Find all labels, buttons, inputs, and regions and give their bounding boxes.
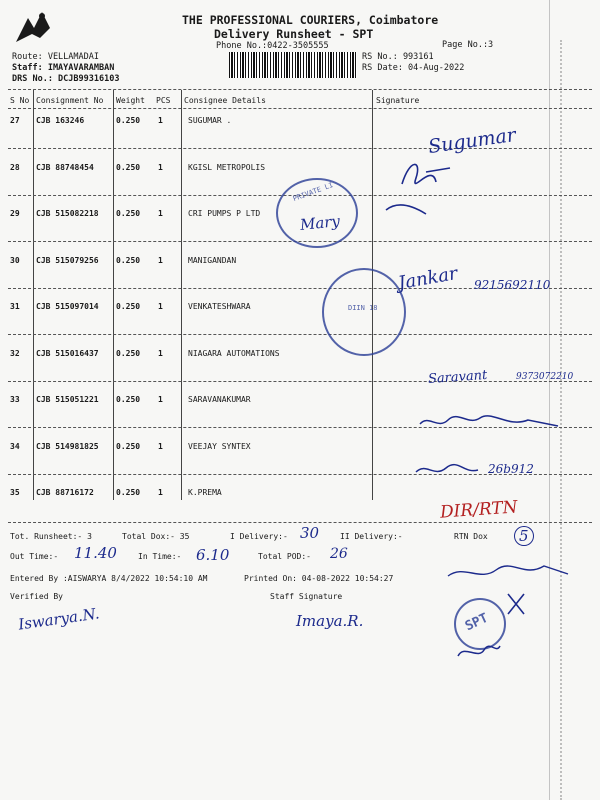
page-title: THE PROFESSIONAL COURIERS, Coimbatore — [182, 13, 439, 27]
staff-signature: Imaya.R. — [296, 612, 364, 630]
cell-pcs: 1 — [158, 209, 163, 218]
cell-consignment: CJB 163246 — [36, 116, 85, 125]
page-number: Page No.:3 — [442, 40, 494, 50]
stamp-text: DIIN 18 — [348, 304, 378, 312]
rtn-dox-value: 5 — [514, 526, 534, 546]
cell-consignment: CJB 515097014 — [36, 302, 99, 311]
cell-consignment: CJB 88748454 — [36, 162, 94, 172]
in-time-label: In Time:- — [138, 552, 182, 561]
cell-consignee: SUGUMAR . — [188, 116, 232, 125]
scribble-signature — [412, 460, 482, 482]
rs-date: RS Date: 04-Aug-2022 — [362, 63, 465, 73]
cell-consignee: MANIGANDAN — [188, 255, 237, 265]
drs-number: DRS No.: DCJB99316103 — [12, 74, 120, 84]
cell-weight: 0.250 — [116, 255, 141, 265]
route-label: Route: VELLAMADAI — [12, 52, 99, 62]
stamp-text: SPT — [462, 610, 491, 635]
cell-consignee: CRI PUMPS P LTD — [188, 209, 261, 218]
cell-weight: 0.250 — [116, 162, 141, 172]
cell-sno: 30 — [10, 255, 20, 265]
rs-number: RS No.: 993161 — [362, 52, 434, 62]
company-logo-icon — [12, 8, 54, 50]
cell-weight: 0.250 — [116, 116, 141, 125]
cell-pcs: 1 — [158, 116, 163, 125]
header-top-rule — [8, 89, 592, 90]
i-delivery-value: 30 — [300, 524, 320, 542]
cell-consignee: K.PREMA — [188, 488, 222, 497]
cell-weight: 0.250 — [116, 209, 141, 218]
cell-consignment: CJB 515079256 — [36, 255, 99, 265]
handwritten-signature: Mary — [299, 211, 341, 235]
handwritten-signature: Jankar — [396, 262, 460, 295]
rtn-dox-label: RTN Dox — [454, 532, 488, 541]
out-time-label: Out Time:- — [10, 552, 59, 561]
cell-pcs: 1 — [158, 488, 163, 497]
staff-label: Staff: IMAYAVARAMBAN — [12, 63, 115, 73]
cell-sno: 31 — [10, 302, 20, 311]
cell-sno: 32 — [10, 348, 20, 358]
cell-weight: 0.250 — [116, 302, 141, 311]
row-divider — [8, 148, 592, 149]
cell-pcs: 1 — [158, 395, 163, 404]
cell-pcs: 1 — [158, 302, 163, 311]
cell-sno: 27 — [10, 116, 20, 125]
out-time-value: 11.40 — [74, 544, 117, 562]
total-pod-value: 26 — [330, 546, 348, 562]
row-divider — [8, 381, 592, 382]
page-right-border — [549, 0, 550, 800]
col-header-consignee: Consignee Details — [184, 96, 266, 105]
company-stamp-row-31 — [322, 268, 406, 356]
phone-number: Phone No.:0422-3505555 — [216, 41, 329, 51]
cell-sno: 28 — [10, 162, 20, 172]
cell-consignment: CJB 515051221 — [36, 395, 99, 404]
col-divider — [181, 90, 182, 500]
scribble-signature — [418, 410, 568, 434]
col-header-signature: Signature — [376, 96, 420, 105]
col-header-weight: Weight — [116, 96, 145, 105]
staff-signature-label: Staff Signature — [270, 592, 343, 601]
cell-pcs: 1 — [158, 255, 163, 265]
printed-on: Printed On: 04-08-2022 10:54:27 — [244, 574, 394, 583]
handwritten-phone: 9373072210 — [516, 372, 574, 382]
handwritten-signature: Saravant — [427, 367, 488, 388]
row-divider — [8, 334, 592, 335]
cell-consignee: NIAGARA AUTOMATIONS — [188, 348, 280, 358]
stamp-text: PRIVATE LI — [291, 181, 335, 203]
entered-by: Entered By :AISWARYA 8/4/2022 10:54:10 AM — [10, 574, 208, 583]
barcode — [229, 52, 357, 78]
in-time-value: 6.10 — [196, 546, 230, 564]
col-header-pcs: PCS — [156, 96, 171, 105]
cell-weight: 0.250 — [116, 488, 141, 497]
company-stamp-row-29 — [276, 178, 358, 248]
cell-pcs: 1 — [158, 441, 163, 451]
cell-sno: 33 — [10, 395, 20, 404]
cell-weight: 0.250 — [116, 348, 141, 358]
i-delivery-label: I Delivery:- — [230, 532, 288, 541]
col-divider — [33, 90, 34, 500]
verified-by-label: Verified By — [10, 592, 63, 601]
tot-runsheet: Tot. Runsheet:- 3 — [10, 532, 92, 541]
table-bottom-rule — [8, 522, 592, 523]
handwritten-phone: 9215692110 — [474, 278, 551, 292]
cell-sno: 29 — [10, 209, 20, 218]
cell-consignment: CJB 514981825 — [36, 441, 99, 451]
handwritten-number: 26b912 — [488, 462, 534, 476]
col-divider — [113, 90, 114, 500]
cell-consignment: CJB 515016437 — [36, 348, 99, 358]
cell-consignment: CJB 88716172 — [36, 488, 94, 497]
cell-sno: 34 — [10, 441, 20, 451]
cell-weight: 0.250 — [116, 395, 141, 404]
cell-consignee: VEEJAY SYNTEX — [188, 441, 251, 451]
return-mark: DIR/RTN — [439, 497, 519, 523]
handwritten-signature: Sugumar — [426, 123, 518, 159]
col-header-consignment: Consignment No — [36, 96, 104, 105]
col-header-sno: S No — [10, 96, 30, 105]
page-subtitle: Delivery Runsheet - SPT — [214, 27, 374, 41]
ii-delivery-label: II Delivery:- — [340, 532, 403, 541]
cell-consignee: KGISL METROPOLIS — [188, 162, 266, 172]
scribble-signature — [396, 152, 456, 192]
cell-consignment: CJB 515082218 — [36, 209, 99, 218]
cell-consignee: SARAVANAKUMAR — [188, 395, 251, 404]
cell-pcs: 1 — [158, 162, 163, 172]
cell-sno: 35 — [10, 488, 20, 497]
total-dox: Total Dox:- 35 — [122, 532, 190, 541]
cell-weight: 0.250 — [116, 441, 141, 451]
total-pod-label: Total POD:- — [258, 552, 311, 561]
cell-consignee: VENKATESHWARA — [188, 302, 251, 311]
verified-signature: Iswarya.N. — [17, 604, 101, 634]
scribble-signature — [444, 560, 574, 670]
header-bottom-rule — [8, 108, 592, 109]
cell-pcs: 1 — [158, 348, 163, 358]
scribble-signature — [382, 200, 432, 224]
